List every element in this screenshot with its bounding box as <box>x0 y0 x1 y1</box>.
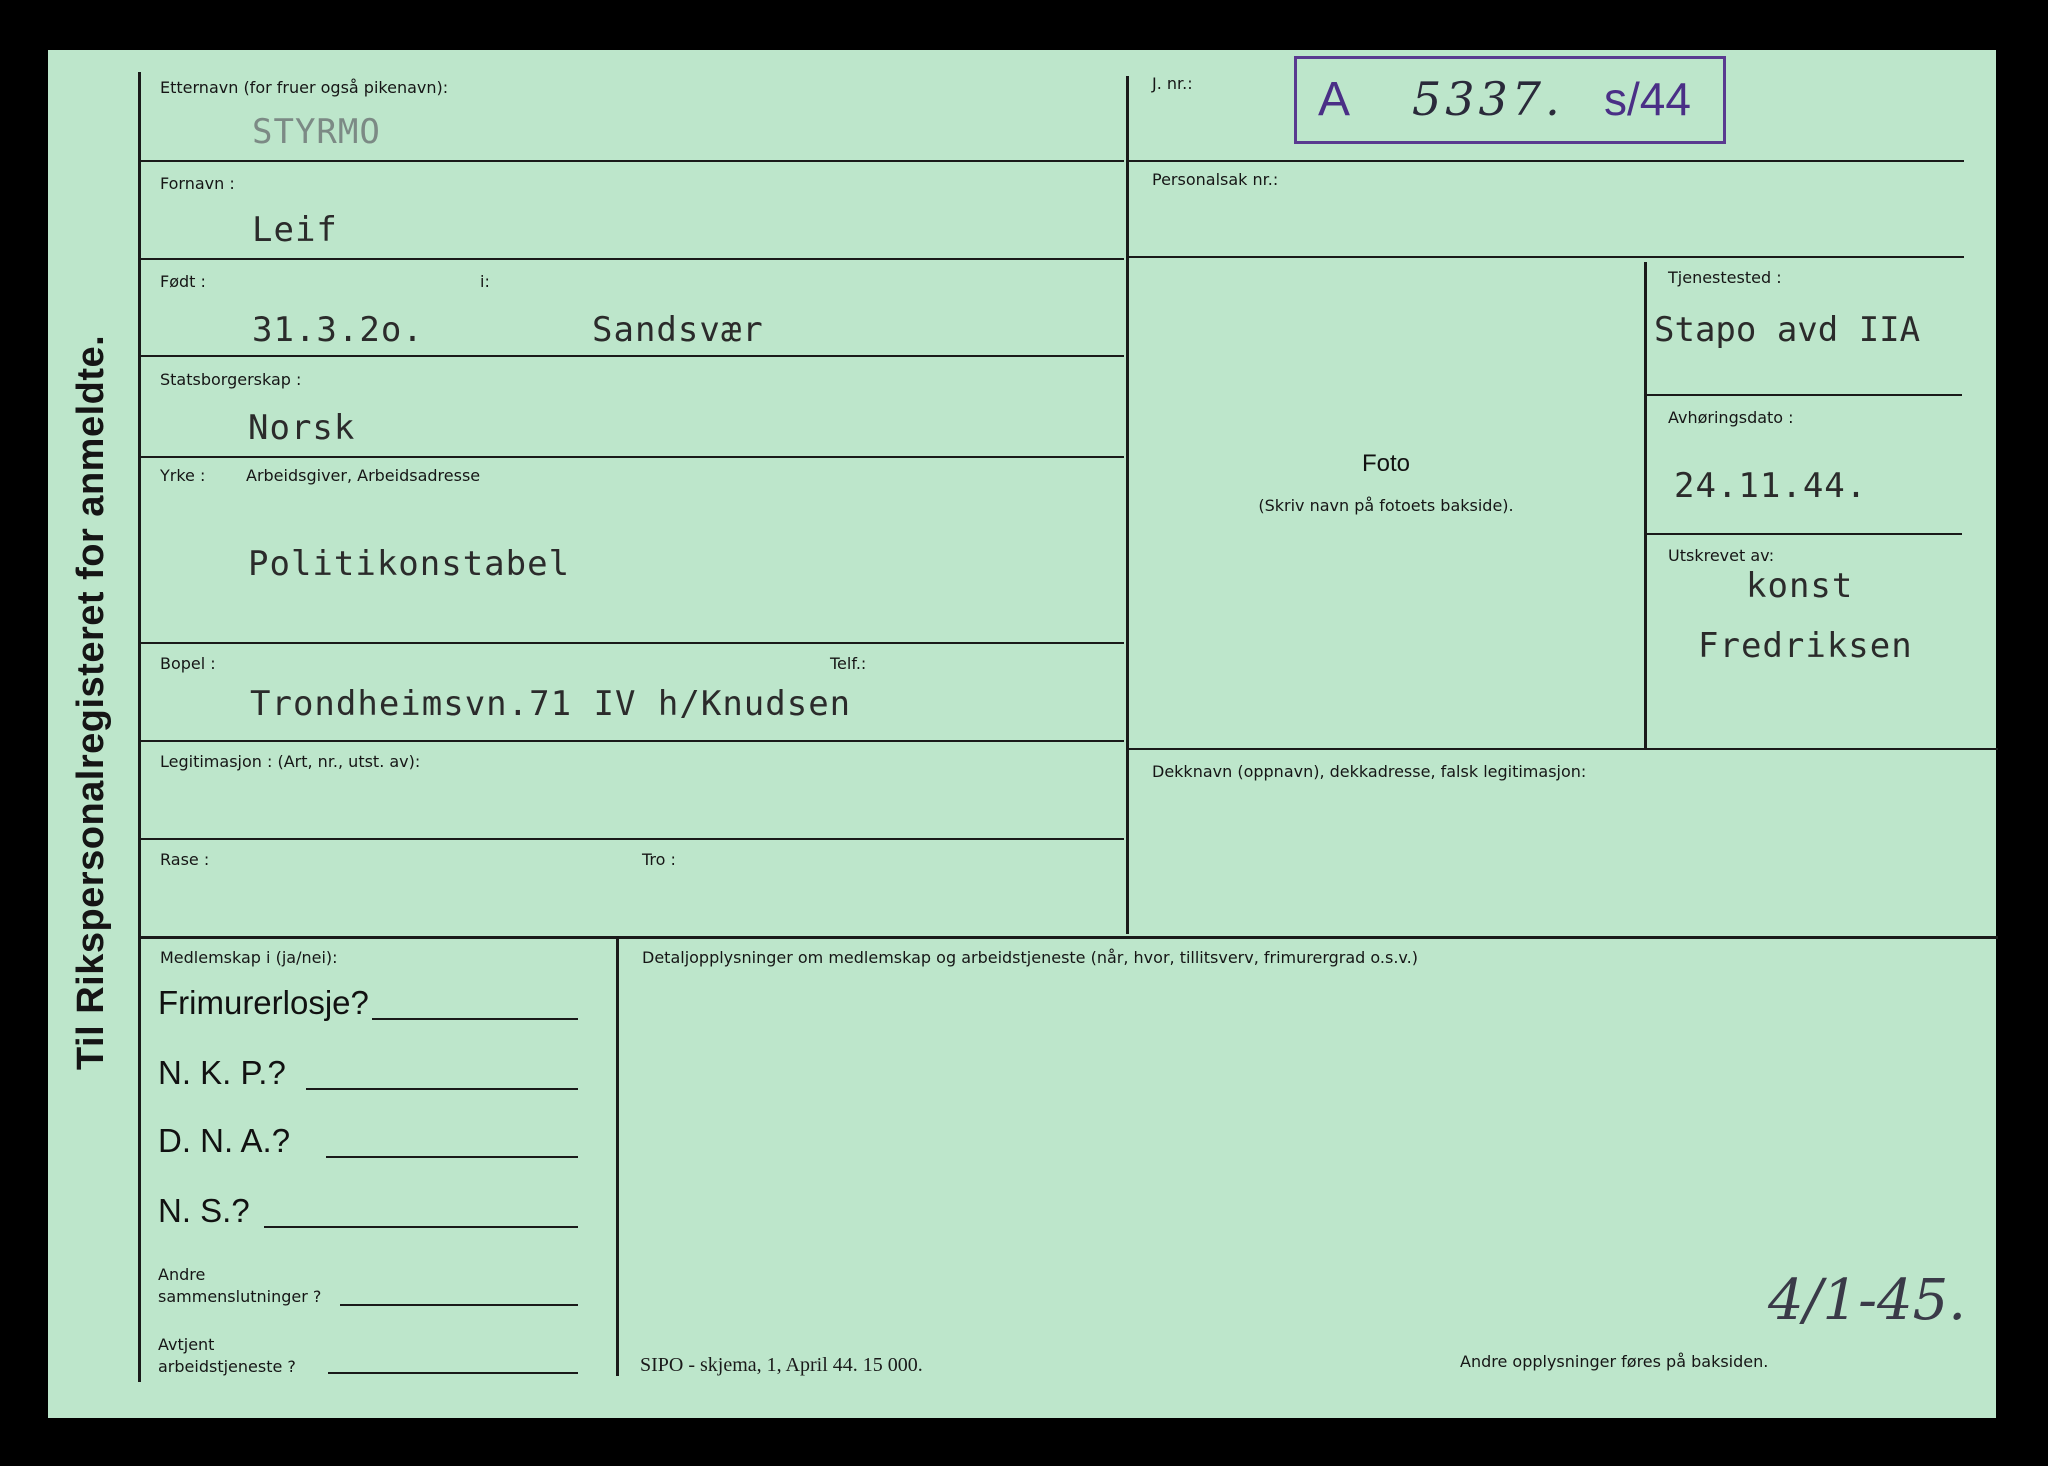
left-border-line <box>138 72 141 1382</box>
etternavn-value: STYRMO <box>252 112 381 152</box>
ns-label: N. S.? <box>158 1192 250 1229</box>
telf-label: Telf.: <box>830 654 867 673</box>
foto-area <box>1130 260 1642 746</box>
bopel-value: Trondheimsvn.71 IV h/Knudsen <box>250 684 852 724</box>
utskrevet-value-2: Fredriksen <box>1698 626 1913 666</box>
side-title: Til Rikspersonalregisteret for anmeldte. <box>70 334 112 1070</box>
avtjent-label-2: arbeidstjeneste ? <box>158 1357 296 1376</box>
line-legitimasjon <box>140 838 1124 840</box>
nkp-line <box>306 1088 578 1090</box>
bopel-label: Bopel : <box>160 654 216 673</box>
utskrevet-value-1: konst <box>1746 566 1854 606</box>
line-foto-bottom <box>1128 748 1998 750</box>
statsborgerskap-label: Statsborgerskap : <box>160 370 302 389</box>
yrke-label: Yrke : <box>160 466 206 485</box>
line-personalsak <box>1128 256 1964 258</box>
line-fornavn <box>140 258 1124 260</box>
andre-label-2: sammenslutninger ? <box>158 1287 322 1306</box>
jnr-label: J. nr.: <box>1152 74 1193 93</box>
stamp-prefix: A <box>1318 73 1351 126</box>
line-full-width <box>140 936 1998 939</box>
andre-line <box>340 1304 578 1306</box>
statsborgerskap-value: Norsk <box>248 408 356 448</box>
fodested-value: Sandsvær <box>592 310 764 350</box>
etternavn-label: Etternavn (for fruer også pikenavn): <box>160 78 449 97</box>
fornavn-label: Fornavn : <box>160 174 235 193</box>
center-divider-line <box>1126 76 1129 934</box>
line-yrke <box>140 642 1124 644</box>
handwritten-date-note: 4/1-45. <box>1768 1268 1967 1333</box>
frimurerlosje-label: Frimurerlosje? <box>158 984 369 1021</box>
dna-line <box>326 1156 578 1158</box>
fodt-value: 31.3.2o. <box>252 310 424 350</box>
dekknavn-label: Dekknavn (oppnavn), dekkadresse, falsk legitimasjon: <box>1152 762 1587 781</box>
ns-line <box>264 1226 578 1228</box>
frimurerlosje-line <box>372 1018 578 1020</box>
foto-label: Foto <box>1361 450 1411 477</box>
line-bopel <box>140 740 1124 742</box>
nkp-label: N. K. P.? <box>158 1054 286 1091</box>
stamp-number: 5337. <box>1412 72 1564 126</box>
i-label: i: <box>480 272 490 291</box>
arbeidsgiver-label: Arbeidsgiver, Arbeidsadresse <box>246 466 481 485</box>
avtjent-line <box>328 1372 578 1374</box>
avtjent-label-1: Avtjent <box>158 1335 215 1354</box>
fodt-label: Født : <box>160 272 206 291</box>
line-fodt <box>140 355 1124 357</box>
line-statsborgerskap <box>140 456 1124 458</box>
fornavn-value: Leif <box>252 210 338 250</box>
stamp-suffix: s/44 <box>1604 73 1691 125</box>
line-jnr <box>1128 160 1964 162</box>
legitimasjon-label: Legitimasjon : (Art, nr., utst. av): <box>160 752 421 771</box>
avhoringsdato-value: 24.11.44. <box>1674 466 1868 506</box>
yrke-value: Politikonstabel <box>248 544 571 584</box>
andre-label-1: Andre <box>158 1265 206 1284</box>
foto-note: (Skriv navn på fotoets bakside). <box>1258 496 1514 515</box>
right-column-divider <box>1644 262 1647 748</box>
dna-label: D. N. A.? <box>158 1122 291 1159</box>
form-footer-left: SIPO - skjema, 1, April 44. 15 000. <box>640 1354 923 1376</box>
details-label: Detaljopplysninger om medlemskap og arbeidstjeneste (når, hvor, tillitsverv, frimurergrad o.s.v.) <box>642 948 1418 967</box>
form-footer-right: Andre opplysninger føres på baksiden. <box>1460 1352 1769 1371</box>
tro-label: Tro : <box>642 850 676 869</box>
membership-divider <box>616 938 619 1376</box>
tjenestested-value: Stapo avd IIA <box>1654 310 1921 350</box>
rase-label: Rase : <box>160 850 210 869</box>
tjenestested-label: Tjenestested : <box>1668 268 1782 287</box>
medlemskap-label: Medlemskap i (ja/nei): <box>160 948 338 967</box>
utskrevet-label: Utskrevet av: <box>1668 546 1775 565</box>
line-etternavn <box>140 160 1124 162</box>
line-avhoringsdato <box>1646 533 1962 535</box>
avhoringsdato-label: Avhøringsdato : <box>1668 408 1794 427</box>
personalsak-label: Personalsak nr.: <box>1152 170 1279 189</box>
line-tjenestested <box>1646 394 1962 396</box>
